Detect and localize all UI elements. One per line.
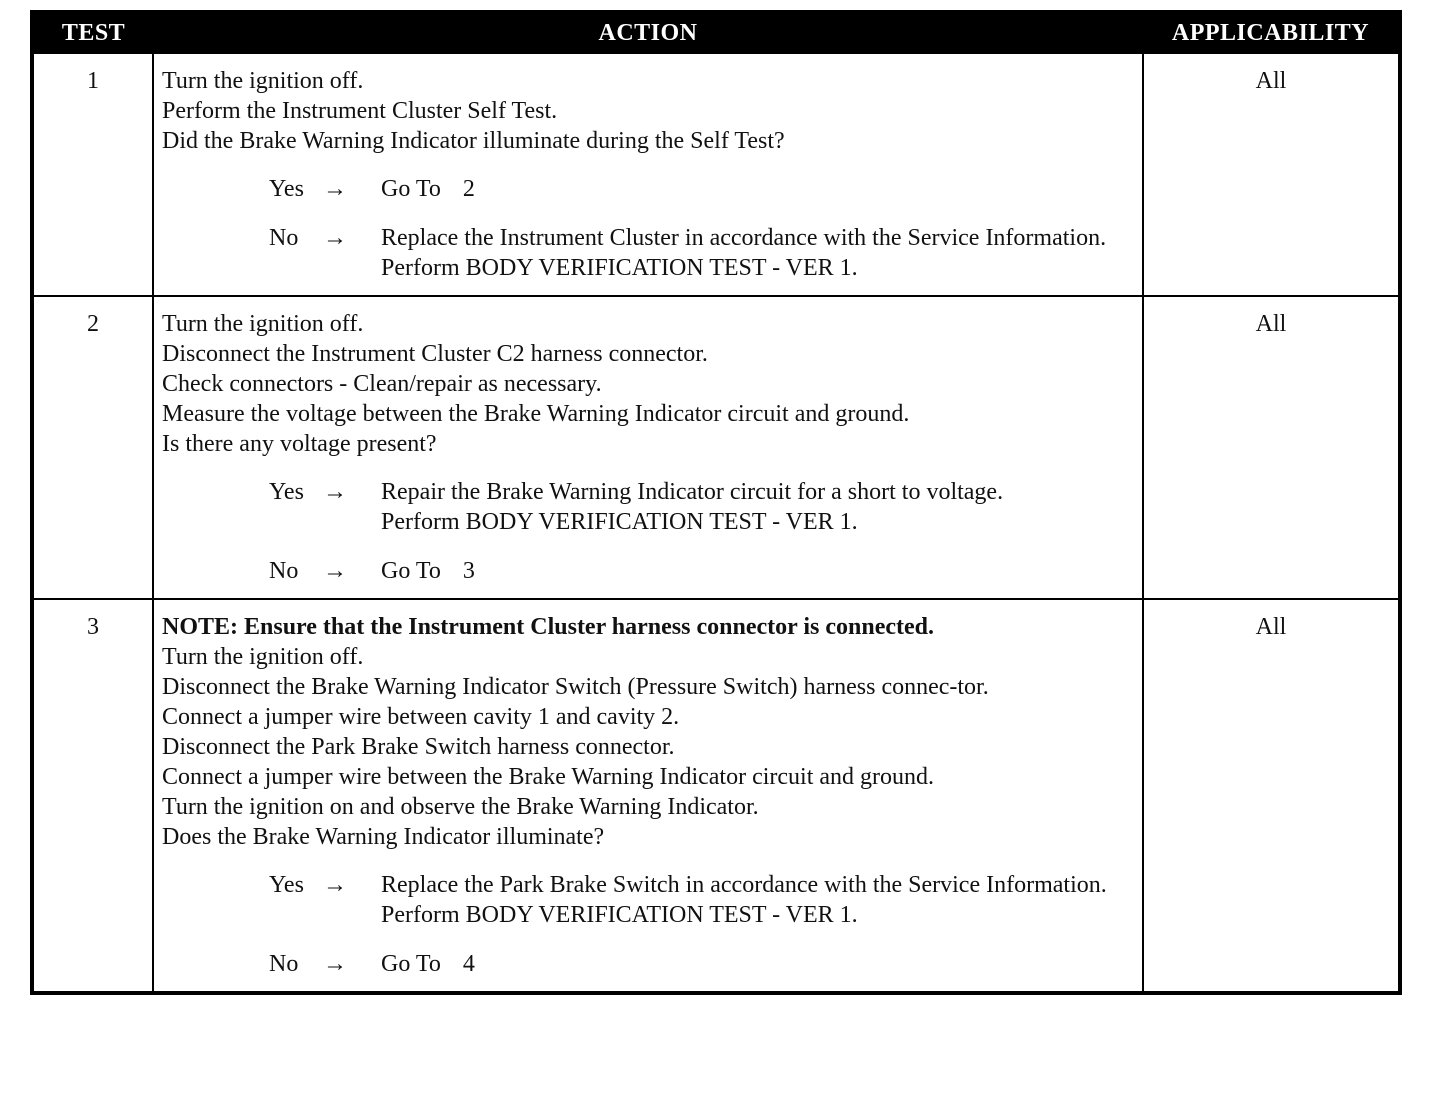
table-header-row [32, 12, 1400, 53]
no-outcome [269, 556, 1136, 586]
no-answer-label: No [269, 225, 299, 251]
header-applicability: APPLICABILITY [1143, 12, 1400, 53]
step-line: Turn the ignition off. [162, 644, 364, 670]
test-number: 1 [32, 53, 153, 296]
arrow-right-icon: → [323, 558, 347, 584]
step-list [162, 612, 1136, 852]
no-answer-label: No [269, 558, 299, 584]
yes-result [381, 870, 1136, 930]
no-answer-label: No [269, 951, 299, 977]
step-line: Measure the voltage between the Brake Warning Indicator circuit and ground. [162, 401, 910, 427]
result-line: Replace the Instrument Cluster in accordance with the Service Information. [381, 225, 1107, 251]
yes-outcome [269, 477, 1136, 537]
outcomes [162, 174, 1136, 283]
table-row [32, 599, 1400, 993]
goto-test-number: 4 [462, 951, 475, 977]
step-list [162, 309, 1136, 459]
action-cell [153, 53, 1143, 296]
result-line: Perform BODY VERIFICATION TEST - VER 1. [381, 509, 858, 535]
goto-label: Go To [381, 558, 441, 584]
test-number: 3 [32, 599, 153, 993]
note-text: NOTE: Ensure that the Instrument Cluster harness connector is connected. [162, 614, 934, 640]
outcomes [162, 477, 1136, 586]
yes-outcome [269, 870, 1136, 930]
goto-label: Go To [381, 951, 441, 977]
yes-outcome [269, 174, 1136, 204]
arrow-right-icon: → [323, 479, 347, 505]
goto-label: Go To [381, 176, 441, 202]
yes-result [381, 477, 1136, 537]
applicability-value: All [1143, 296, 1400, 599]
step-list [162, 66, 1136, 156]
arrow-right-icon: → [323, 225, 347, 251]
yes-answer-label: Yes [269, 479, 304, 505]
step-line: Is there any voltage present? [162, 431, 437, 457]
yes-answer-label: Yes [269, 176, 304, 202]
no-outcome [269, 949, 1136, 979]
step-line: Turn the ignition off. [162, 311, 364, 337]
step-line: Did the Brake Warning Indicator illuminate during the Self Test? [162, 128, 785, 154]
applicability-value: All [1143, 53, 1400, 296]
step-line: Disconnect the Park Brake Switch harness connector. [162, 734, 675, 760]
table-row [32, 53, 1400, 296]
yes-result [381, 174, 1136, 204]
step-line: Disconnect the Brake Warning Indicator Switch (Pressure Switch) harness connec-tor. [162, 674, 989, 700]
step-line: Check connectors - Clean/repair as necessary. [162, 371, 602, 397]
header-action: ACTION [153, 12, 1143, 53]
arrow-right-icon: → [323, 951, 347, 977]
step-line: Connect a jumper wire between cavity 1 and cavity 2. [162, 704, 680, 730]
result-line: Replace the Park Brake Switch in accordance with the Service Information. [381, 872, 1107, 898]
yes-answer-label: Yes [269, 872, 304, 898]
no-result [381, 949, 1136, 979]
goto-test-number: 2 [462, 176, 475, 202]
applicability-value: All [1143, 599, 1400, 993]
arrow-right-icon: → [323, 176, 347, 202]
step-line: Turn the ignition off. [162, 68, 364, 94]
goto-test-number: 3 [462, 558, 475, 584]
result-line: Perform BODY VERIFICATION TEST - VER 1. [381, 902, 858, 928]
step-line: Does the Brake Warning Indicator illuminate? [162, 824, 605, 850]
table-row [32, 296, 1400, 599]
arrow-right-icon: → [323, 872, 347, 898]
no-outcome [269, 223, 1136, 283]
step-line: Disconnect the Instrument Cluster C2 harness connector. [162, 341, 708, 367]
step-line: Perform the Instrument Cluster Self Test. [162, 98, 558, 124]
no-result [381, 223, 1136, 283]
header-test: TEST [32, 12, 153, 53]
result-line: Repair the Brake Warning Indicator circuit for a short to voltage. [381, 479, 1004, 505]
no-result [381, 556, 1136, 586]
action-cell [153, 296, 1143, 599]
step-line: Turn the ignition on and observe the Brake Warning Indicator. [162, 794, 759, 820]
outcomes [162, 870, 1136, 979]
step-line: Connect a jumper wire between the Brake Warning Indicator circuit and ground. [162, 764, 935, 790]
test-number: 2 [32, 296, 153, 599]
result-line: Perform BODY VERIFICATION TEST - VER 1. [381, 255, 858, 281]
diagnostic-test-table [30, 10, 1402, 995]
action-cell [153, 599, 1143, 993]
